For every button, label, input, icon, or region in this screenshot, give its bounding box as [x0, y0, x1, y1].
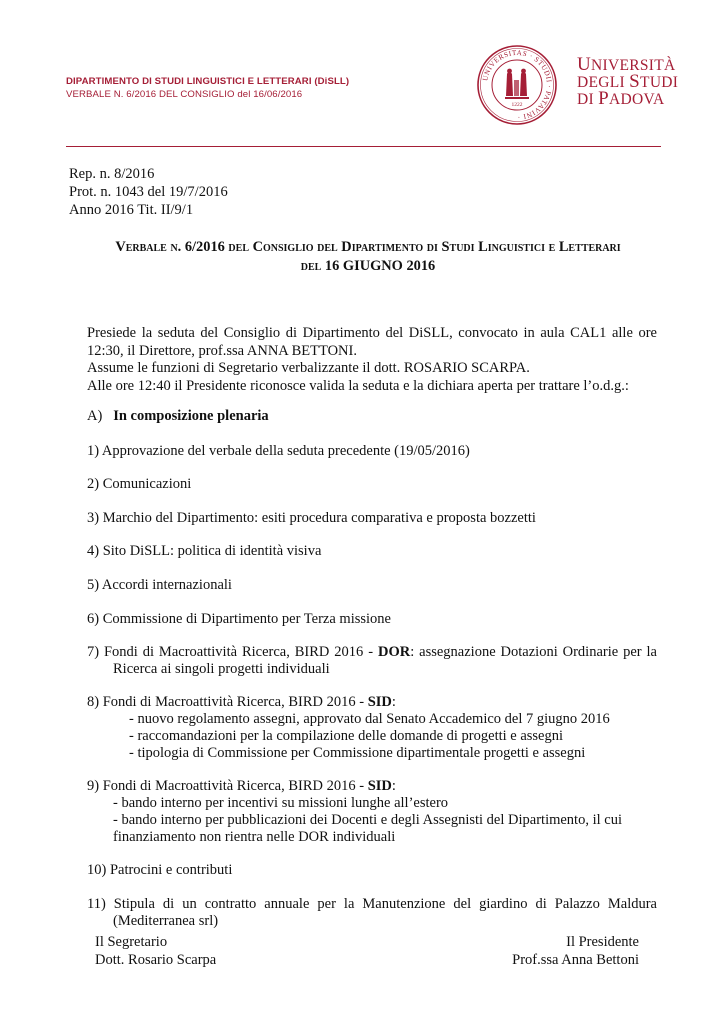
agenda-item-9-sub-2: - bando interno per pubblicazioni dei Docenti e degli Assegnisti del Dipartimento, il cui — [113, 812, 622, 828]
university-line-2: DEGLI STUDI — [577, 71, 679, 92]
agenda-item-2 — [87, 476, 657, 493]
agenda-item-1-text: 1) Approvazione del verbale della seduta precedente (19/05/2016) — [87, 443, 470, 459]
agenda-item-8-sid: SID — [367, 694, 392, 710]
agenda-item-8-sub-2: - raccomandazioni per la compilazione delle domande di progetti e assegni — [129, 728, 564, 744]
intro-line-1: Presiede la seduta del Consiglio di Dipartimento del DiSLL, convocato in aula CAL1 alle ore — [87, 325, 657, 341]
agenda-item-9-sid: SID — [367, 778, 392, 794]
secretary-name: Dott. Rosario Scarpa — [95, 952, 217, 968]
agenda-item-8-sub-3: - tipologia di Commissione per Commissione dipartimentale progetti e assegni — [129, 745, 586, 761]
document-title-line-2: del 16 GIUGNO 2016 — [300, 258, 436, 274]
agenda-item-4-text: 4) Sito DiSLL: politica di identità visiva — [87, 543, 322, 559]
section-a-title: In composizione plenaria — [113, 408, 269, 424]
agenda-item-9-line-1 — [87, 778, 657, 795]
header-divider — [66, 146, 661, 147]
agenda-item-5-text: 5) Accordi internazionali — [87, 577, 232, 593]
agenda-item-9-prefix: 9) Fondi di Macroattività Ricerca, BIRD 2016 - — [87, 778, 368, 794]
agenda-item-8-line-1 — [87, 694, 657, 711]
prot-number: Prot. n. 1043 del 19/7/2016 — [69, 184, 228, 200]
secretary-signature-block — [95, 933, 216, 969]
university-wordmark — [577, 54, 679, 109]
agenda-item-10-text: 10) Patrocini e contributi — [87, 862, 233, 878]
svg-text:UNIVERSITAS · STUDII · PATAVIN: UNIVERSITAS · STUDII · PATAVINI · — [481, 48, 554, 122]
agenda-item-7-line-1 — [87, 644, 657, 661]
agenda-item-7 — [87, 644, 657, 678]
intro-line-2: 12:30, il Direttore, prof.ssa ANNA BETTONI. — [87, 342, 357, 359]
university-seal-logo — [476, 44, 558, 126]
section-a-label: A) — [87, 408, 103, 424]
agenda-item-11 — [87, 896, 657, 930]
agenda-item-3 — [87, 510, 657, 527]
agenda-item-8 — [87, 694, 657, 762]
agenda-item-8-suffix: : — [391, 694, 396, 710]
verbale-reference: VERBALE N. 6/2016 DEL CONSIGLIO del 16/06/2016 — [66, 89, 303, 100]
agenda-item-7-suffix: : assegnazione Dotazioni Ordinarie per la — [410, 644, 657, 660]
section-a-heading — [87, 408, 657, 425]
agenda-item-9-suffix: : — [391, 778, 396, 794]
intro-line-4: Alle ore 12:40 il Presidente riconosce valida la seduta e la dichiara aperta per trattare l’o.d.g.: — [87, 377, 629, 394]
agenda-item-8-sub-1: - nuovo regolamento assegni, approvato dal Senato Accademico del 7 giugno 2016 — [129, 711, 610, 727]
agenda-item-6 — [87, 611, 657, 628]
university-line-1: UNIVERSITÀ — [577, 54, 676, 75]
agenda-item-3-text: 3) Marchio del Dipartimento: esiti procedura comparativa e proposta bozzetti — [87, 510, 536, 526]
agenda-item-11-line-2: (Mediterranea srl) — [113, 913, 219, 929]
agenda-item-4 — [87, 543, 657, 560]
agenda-item-7-dor: DOR — [377, 644, 411, 660]
intro-paragraph — [87, 325, 657, 395]
agenda-item-6-text: 6) Commissione di Dipartimento per Terza missione — [87, 611, 391, 627]
document-title-line-1: Verbale n. 6/2016 del Consiglio del Dipartimento di Studi Linguistici e Letterari — [115, 239, 621, 255]
agenda-item-1 — [87, 443, 657, 460]
agenda-item-7-line-2: Ricerca ai singoli progetti individuali — [113, 661, 330, 677]
rep-number: Rep. n. 8/2016 — [69, 166, 155, 182]
agenda-item-9 — [87, 778, 657, 846]
agenda-item-5 — [87, 577, 657, 594]
protocol-block — [69, 165, 228, 219]
agenda-item-7-prefix: 7) Fondi di Macroattività Ricerca, BIRD 2016 - — [87, 644, 378, 660]
president-signature-block — [512, 933, 639, 969]
anno-title: Anno 2016 Tit. II/9/1 — [69, 202, 194, 218]
intro-line-3: Assume le funzioni di Segretario verbalizzante il dott. ROSARIO SCARPA. — [87, 360, 530, 376]
agenda-item-11-line-1: 11) Stipula di un contratto annuale per la Manutenzione del giardino di Palazzo Maldura — [87, 896, 657, 912]
president-name: Prof.ssa Anna Bettoni — [512, 952, 639, 968]
agenda-item-8-prefix: 8) Fondi di Macroattività Ricerca, BIRD 2016 - — [87, 694, 368, 710]
agenda-item-9-sub-3: finanziamento non rientra nelle DOR individuali — [113, 829, 396, 845]
svg-text:1222: 1222 — [511, 102, 523, 108]
secretary-role: Il Segretario — [95, 934, 168, 950]
agenda-item-10 — [87, 862, 657, 879]
agenda-item-2-text: 2) Comunicazioni — [87, 476, 192, 492]
agenda-item-9-sub-1: - bando interno per incentivi su missioni lunghe all’estero — [113, 795, 449, 811]
department-name: DIPARTIMENTO DI STUDI LINGUISTICI E LETTERARI (DiSLL) — [66, 76, 350, 87]
university-line-3: DI PADOVA — [577, 88, 665, 109]
president-role: Il Presidente — [566, 934, 639, 950]
